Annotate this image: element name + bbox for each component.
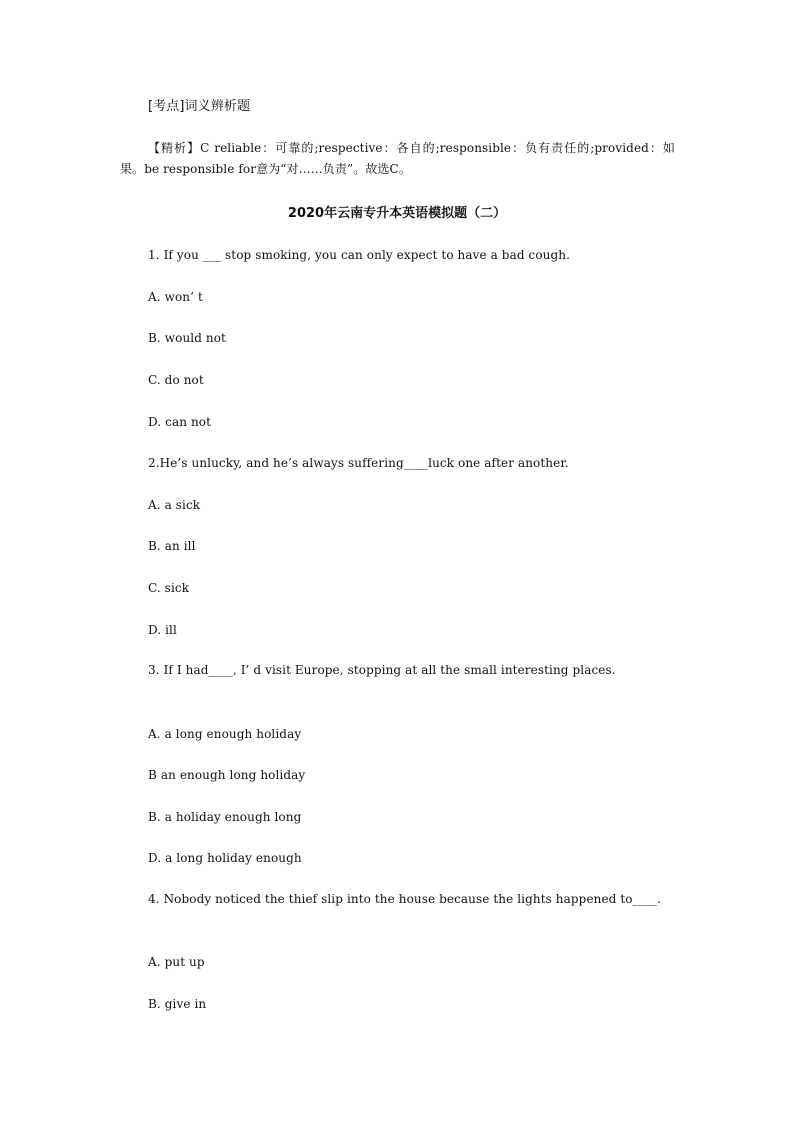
question-1-stem: 1. If you ___ stop smoking, you can only expect to have a bad cough. (148, 248, 571, 262)
question-4-option-a: A. put up (148, 955, 205, 969)
question-1-option-a: A. won’ t (148, 290, 203, 304)
question-3-stem: 3. If I had____, I’ d visit Europe, stopping at all the small interesting places. (148, 663, 616, 677)
question-4-option-b: B. give in (148, 997, 207, 1011)
question-2-option-b: B. an ill (148, 539, 196, 553)
question-1-option-d: D. can not (148, 415, 212, 429)
question-3-option-c: B. a holiday enough long (148, 810, 302, 824)
question-3-option-d: D. a long holiday enough (148, 851, 302, 865)
question-2-option-d: D. ill (148, 623, 177, 637)
question-1-option-b: B. would not (148, 331, 226, 345)
question-1-option-c: C. do not (148, 373, 204, 387)
question-2-option-c: C. sick (148, 581, 190, 595)
question-2-option-a: A. a sick (148, 498, 201, 512)
question-3-option-a: A. a long enough holiday (148, 727, 302, 741)
kaodian-label: [考点]词义辨析题 (148, 99, 251, 114)
question-2-stem: 2.He’s unlucky, and he’s always suffering____luck one after another. (148, 456, 569, 470)
question-3-option-b: B an enough long holiday (148, 768, 306, 782)
analysis-paragraph: 【精析】C reliable：可靠的;respective：各自的;responsible：负有责任的;provided：如果。be responsible for意为“对……负责”。故选C。 (120, 141, 675, 176)
page-title: 2020年云南专升本英语模拟题（二） (287, 206, 507, 221)
question-4-stem: 4. Nobody noticed the thief slip into the house because the lights happened to____. (148, 892, 661, 906)
